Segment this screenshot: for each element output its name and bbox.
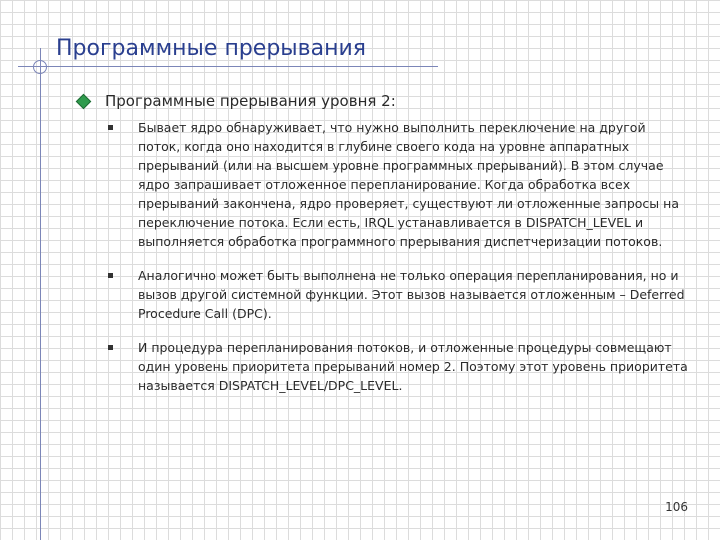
square-bullet-icon	[108, 273, 113, 278]
diamond-bullet-icon	[76, 93, 92, 109]
level1-bullet	[78, 92, 396, 110]
bullet-item	[108, 266, 688, 323]
square-bullet-icon	[108, 345, 113, 350]
decorative-circle	[33, 60, 47, 74]
decorative-horizontal-line	[18, 66, 438, 67]
bullet-text: Бывает ядро обнаруживает, что нужно выполнить переключение на другой поток, когда оно находится в глубине своего кода на уровне аппаратных прерываний (или на высшем уровне программных прерываний). В этом случае ядро запрашивает отложенное перепланирование. Когда обработка всех прерываний закончена, ядро проверяет, существуют ли отложенные запросы на переключение потока. Если есть, IRQL устанавливается в DISPATCH_LEVEL и выполняется обработка программного прерывания диспетчеризации потоков.	[138, 120, 679, 249]
bullet-text: И процедура перепланирования потоков, и отложенные процедуры совмещают один уровень приоритета прерываний номер 2. Поэтому этот уровень приоритета называется DISPATCH_LEVEL/DPC_LEVEL.	[138, 340, 688, 393]
slide-title: Программные прерывания	[56, 36, 367, 61]
page-number: 106	[665, 500, 688, 514]
bullet-text: Аналогично может быть выполнена не только операция перепланирования, но и вызов другой системной функции. Этот вызов называется отложенным – Deferred Procedure Call (DPC).	[138, 268, 685, 321]
bullet-list	[108, 118, 688, 410]
bullet-item	[108, 338, 688, 395]
bullet-item	[108, 118, 688, 251]
level1-text: Программные прерывания уровня 2:	[105, 92, 396, 110]
square-bullet-icon	[108, 125, 113, 130]
decorative-vertical-line	[40, 48, 41, 540]
